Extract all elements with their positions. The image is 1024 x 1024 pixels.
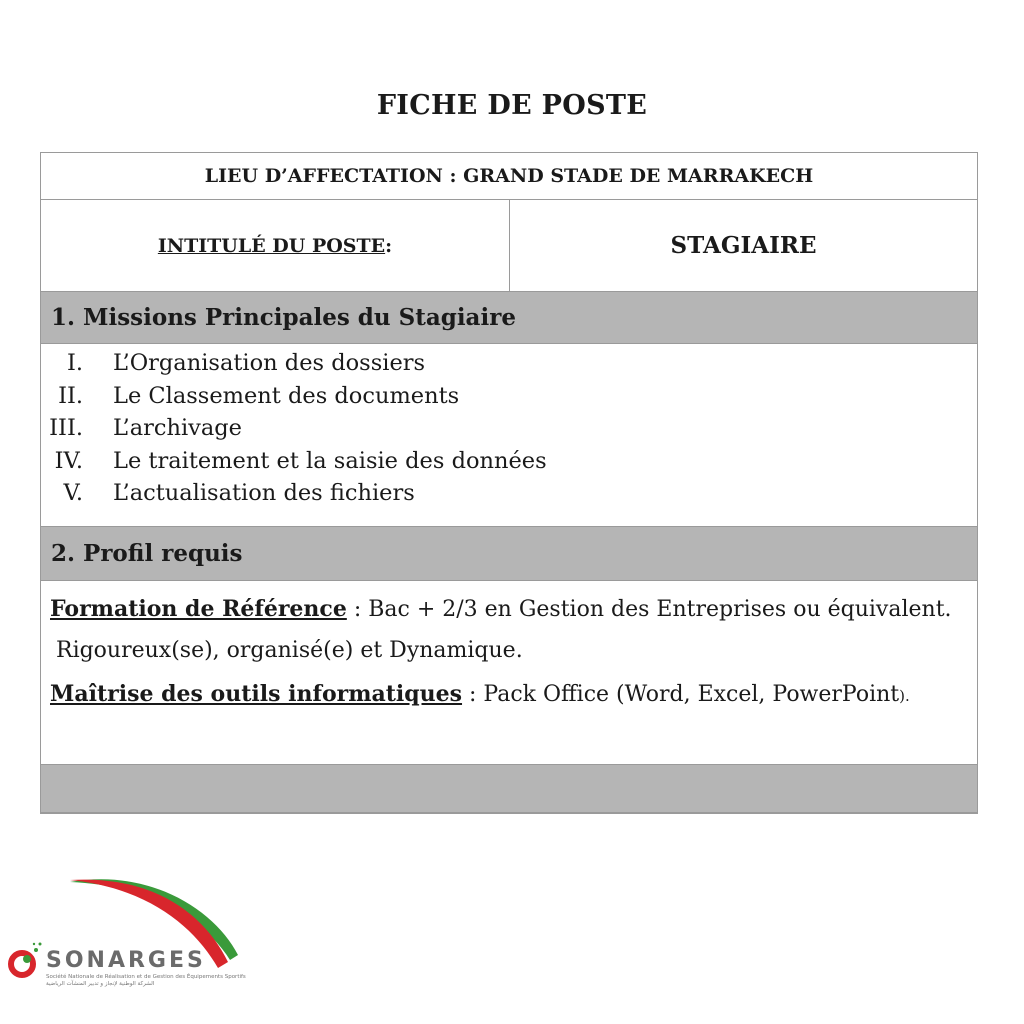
missions-heading: 1. Missions Principales du Stagiaire (41, 292, 977, 344)
mission-item (41, 380, 977, 413)
logo-subtitle (46, 974, 246, 988)
formation-value: : Bac + 2/3 en Gestion des Entreprises ou équivalent. (346, 597, 952, 622)
qualities-line: Rigoureux(se), organisé(e) et Dynamique. (56, 638, 523, 663)
mission-number: II. (58, 382, 83, 409)
mission-item (41, 477, 977, 510)
mission-number: IV. (54, 447, 83, 474)
job-sheet-table (40, 152, 978, 814)
mission-text: Le Classement des documents (113, 382, 460, 409)
assignment-location: LIEU D’AFFECTATION : GRAND STADE DE MARRAKECH (41, 153, 977, 200)
job-title-row (41, 200, 977, 292)
job-title-value: STAGIAIRE (670, 232, 817, 259)
logo-subtitle-ar: الشركة الوطنية لإنجاز و تدبير المنشآت الرياضية (46, 981, 155, 987)
tools-line (50, 681, 910, 707)
mission-text: L’actualisation des fichiers (113, 480, 415, 507)
mission-item (41, 347, 977, 380)
mission-text: L’Organisation des dossiers (113, 350, 426, 377)
job-title-label: INTITULÉ DU POSTE (157, 234, 386, 257)
formation-label: Formation de Référence (50, 596, 347, 622)
tools-label: Maîtrise des outils informatiques (50, 681, 463, 707)
mission-number: I. (66, 350, 83, 377)
job-title-separator: : (385, 234, 393, 257)
logo-subtitle-fr: Société Nationale de Réalisation et de Gestion des Équipements Sportifs (46, 974, 246, 980)
footer-band (41, 765, 977, 813)
profile-content (41, 581, 977, 765)
tools-value: : Pack Office (Word, Excel, PowerPoint (462, 682, 900, 707)
profile-heading: 2. Profil requis (41, 527, 977, 581)
tools-value-end: ). (899, 687, 910, 705)
formation-line (50, 596, 952, 622)
mission-item (41, 445, 977, 478)
document-title: FICHE DE POSTE (376, 90, 648, 121)
job-title-label-cell (41, 200, 510, 291)
missions-list (41, 344, 977, 527)
mission-text: L’archivage (113, 415, 243, 442)
mission-text: Le traitement et la saisie des données (113, 447, 547, 474)
logo-wordmark: SONARGES (46, 948, 206, 973)
mission-number: III. (49, 415, 83, 442)
mission-number: V. (63, 480, 83, 507)
mission-item (41, 412, 977, 445)
